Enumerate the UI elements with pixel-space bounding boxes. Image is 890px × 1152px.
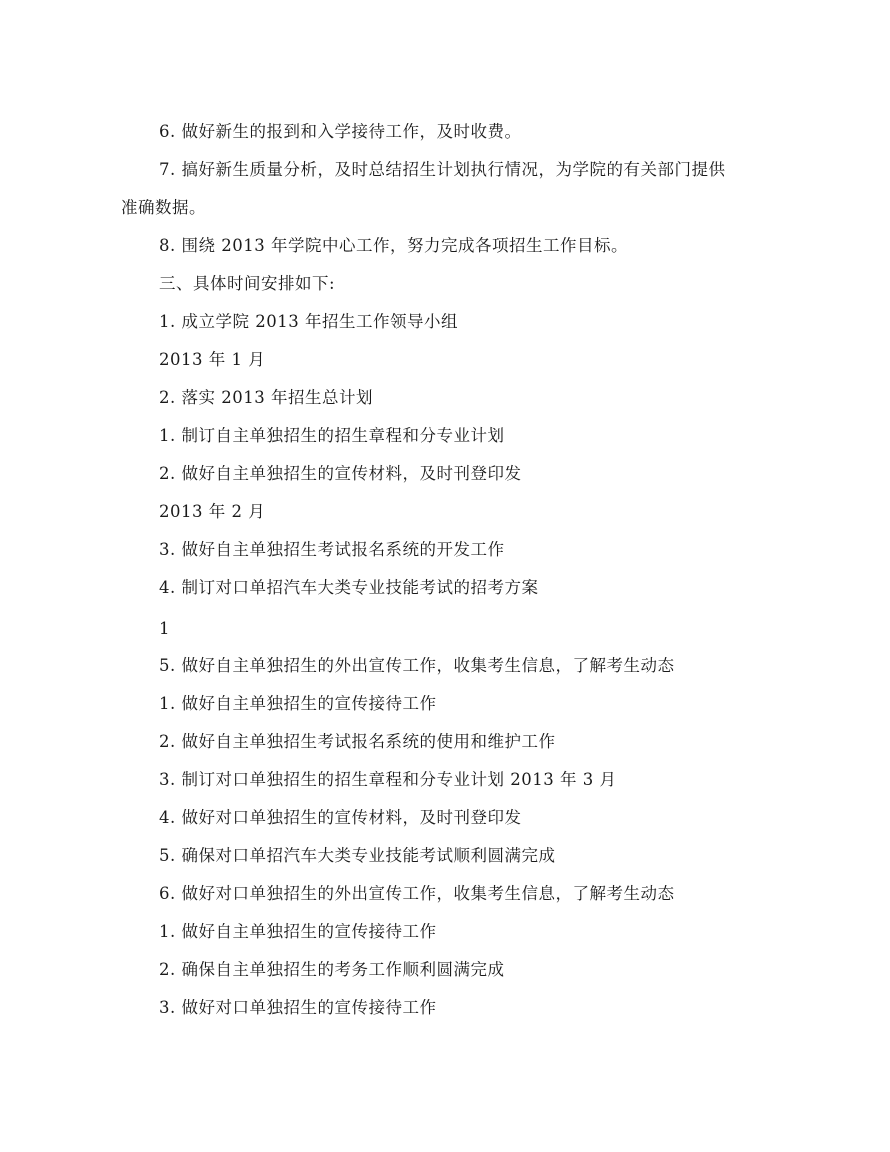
text-line: 1. 成立学院 2013 年招生工作领导小组 bbox=[159, 312, 458, 331]
text-line: 3. 制订对口单独招生的招生章程和分专业计划 2013 年 3 月 bbox=[159, 770, 617, 789]
text-line: 6. 做好对口单独招生的外出宣传工作，收集考生信息，了解考生动态 bbox=[159, 884, 675, 903]
text-line: 2. 做好自主单独招生考试报名系统的使用和维护工作 bbox=[159, 732, 556, 751]
text-line: 5. 确保对口单招汽车大类专业技能考试顺利圆满完成 bbox=[159, 846, 556, 865]
text-line: 4. 制订对口单招汽车大类专业技能考试的招考方案 bbox=[159, 578, 539, 597]
text-line: 2. 确保自主单独招生的考务工作顺利圆满完成 bbox=[159, 960, 505, 979]
text-line: 2013 年 2 月 bbox=[159, 502, 266, 521]
text-line: 三、具体时间安排如下: bbox=[159, 274, 336, 293]
text-line: 6. 做好新生的报到和入学接待工作，及时收费。 bbox=[159, 122, 522, 141]
text-line: 1. 做好自主单独招生的宣传接待工作 bbox=[159, 694, 437, 713]
text-line: 2. 做好自主单独招生的宣传材料，及时刊登印发 bbox=[159, 464, 522, 483]
text-line: 1. 做好自主单独招生的宣传接待工作 bbox=[159, 922, 437, 941]
text-line: 3. 做好对口单独招生的宣传接待工作 bbox=[159, 998, 437, 1017]
text-line: 准确数据。 bbox=[121, 198, 206, 217]
text-line: 1. 制订自主单独招生的招生章程和分专业计划 bbox=[159, 426, 505, 445]
text-line: 3. 做好自主单独招生考试报名系统的开发工作 bbox=[159, 540, 505, 559]
page-number: 1 bbox=[159, 619, 170, 638]
text-line: 2. 落实 2013 年招生总计划 bbox=[159, 388, 373, 407]
text-line: 7. 搞好新生质量分析，及时总结招生计划执行情况，为学院的有关部门提供 bbox=[159, 160, 726, 179]
text-line: 8. 围绕 2013 年学院中心工作，努力完成各项招生工作目标。 bbox=[159, 236, 628, 255]
text-line: 2013 年 1 月 bbox=[159, 350, 266, 369]
text-line: 4. 做好对口单独招生的宣传材料，及时刊登印发 bbox=[159, 808, 522, 827]
text-line: 5. 做好自主单独招生的外出宣传工作，收集考生信息，了解考生动态 bbox=[159, 656, 675, 675]
